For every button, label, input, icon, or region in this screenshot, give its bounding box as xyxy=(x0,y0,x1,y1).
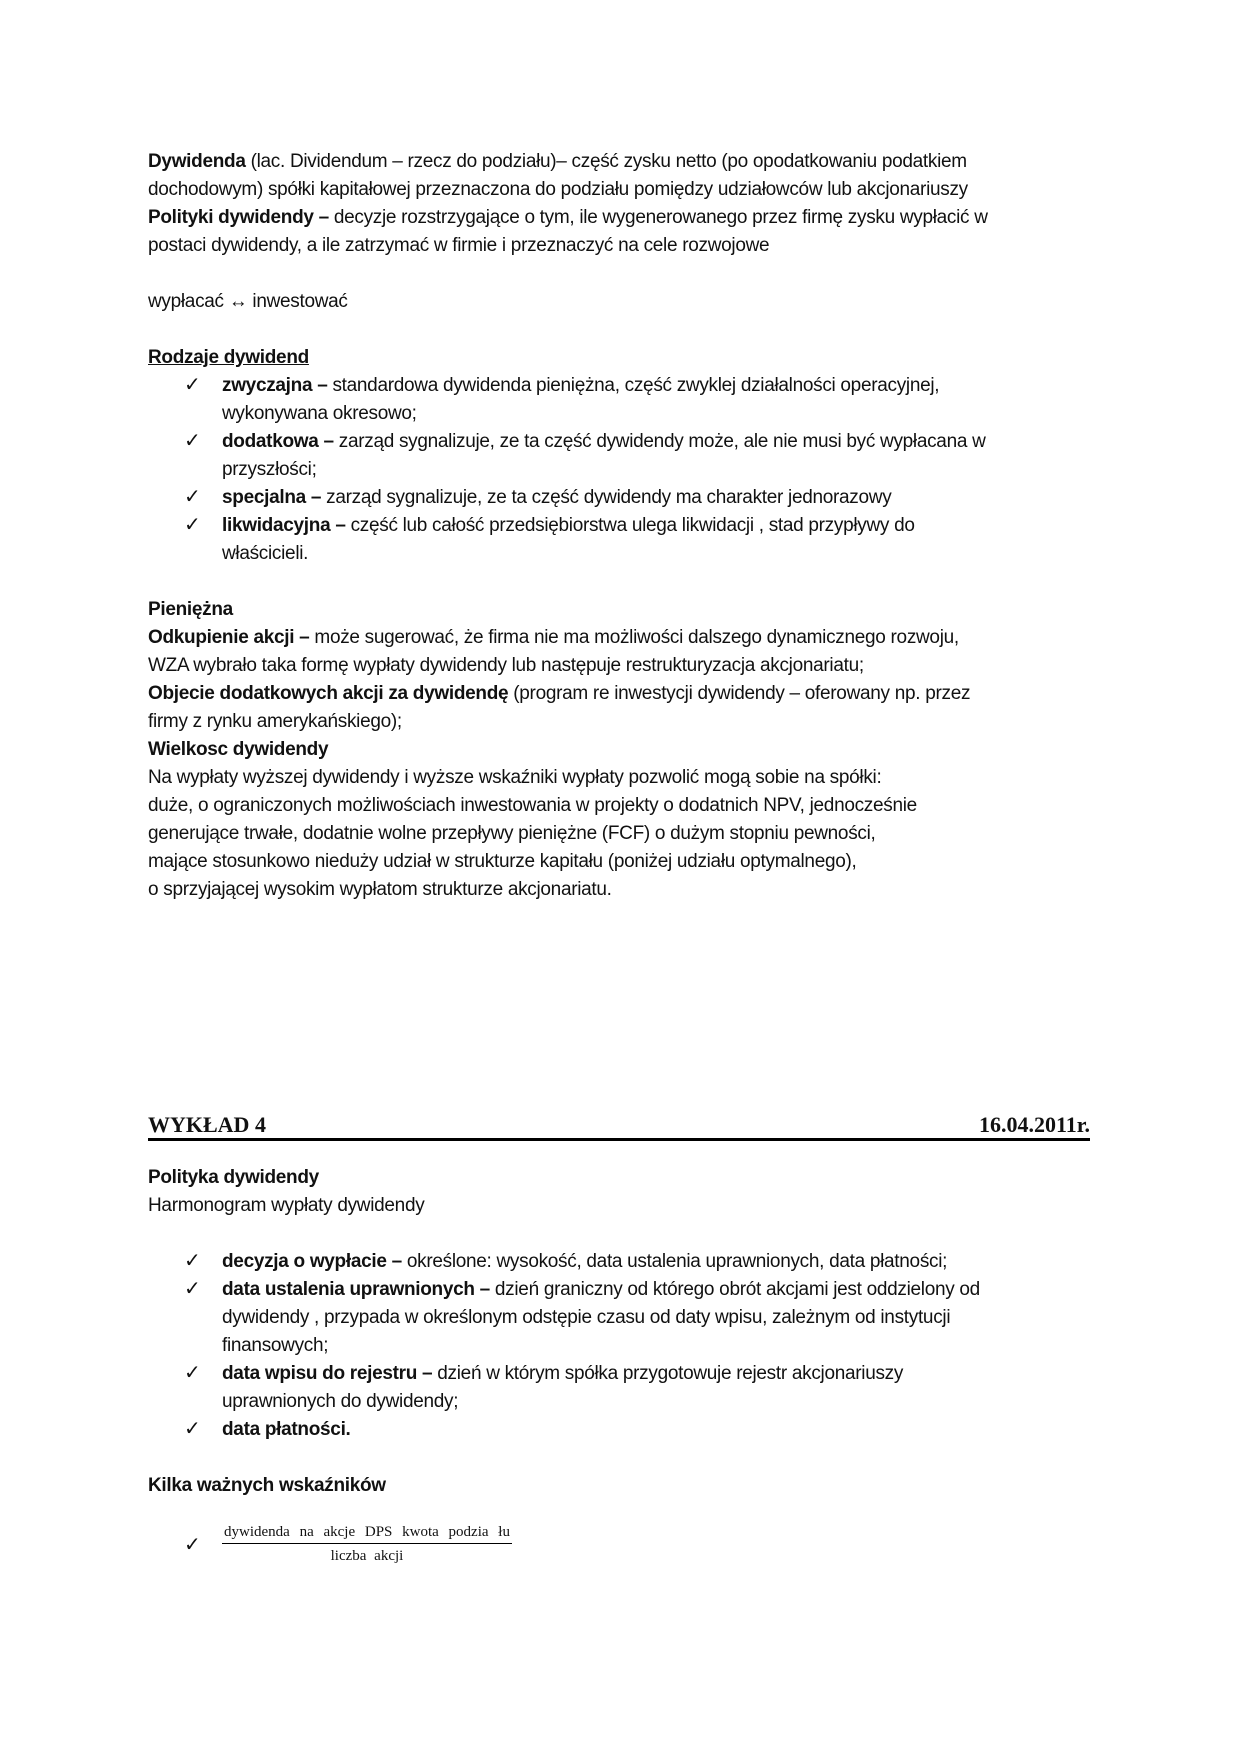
item-text: określone: wysokość, data ustalenia uprawnionych, data płatności; xyxy=(401,1251,948,1272)
cash-line-8: generujące trwałe, dodatnie wolne przepływy pieniężne (FCF) o dużym stopniu pewności, xyxy=(148,823,876,844)
check-icon: ✓ xyxy=(184,1532,201,1556)
intro-line-1 xyxy=(148,148,967,176)
item-term: data wpisu do rejestru – xyxy=(222,1363,433,1384)
item-term: decyzja o wypłacie – xyxy=(222,1251,402,1272)
list-item-cont: finansowych; xyxy=(222,1335,329,1356)
lecture-date: 16.04.2011r. xyxy=(978,1112,1090,1137)
formula-numerator: dywidenda na akcje DPS kwota podzia łu xyxy=(222,1524,512,1544)
lecture-header xyxy=(148,1108,1090,1141)
dps-formula xyxy=(222,1524,512,1565)
text: decyzje rozstrzygające o tym, ile wygenerowanego przez firmę zysku wypłacić w xyxy=(328,207,988,228)
item-term: likwidacyjna – xyxy=(222,515,346,536)
check-icon: ✓ xyxy=(184,1276,201,1300)
formula-denominator: liczba akcji xyxy=(330,1548,404,1564)
term-dywidenda: Dywidenda xyxy=(148,151,246,172)
policy-sub: Harmonogram wypłaty dywidendy xyxy=(148,1195,425,1216)
heading-text: Polityka dywidendy xyxy=(148,1167,319,1188)
cash-line-9: mające stosunkowo nieduży udział w strukturze kapitału (poniżej udziału optymalnego), xyxy=(148,851,857,872)
indicators-heading xyxy=(148,1472,386,1500)
list-item-cont: dywidendy , przypada w określonym odstępie czasu od daty wpisu, zależnym od instytucji xyxy=(222,1307,951,1328)
policy-heading xyxy=(148,1164,319,1192)
intro-line-3 xyxy=(148,204,988,232)
cash-line-3 xyxy=(148,680,970,708)
cash-line-1 xyxy=(148,624,959,652)
check-icon: ✓ xyxy=(184,1360,201,1384)
list-item xyxy=(222,1248,947,1276)
item-term: zwyczajna – xyxy=(222,375,328,396)
item-text: zarząd sygnalizuje, ze ta część dywidendy ma charakter jednorazowy xyxy=(321,487,892,508)
intro-line-5: wypłacać ↔ inwestować xyxy=(148,291,348,312)
term: Wielkosc dywidendy xyxy=(148,739,329,760)
cash-heading xyxy=(148,596,233,624)
item-text: dzień graniczny od którego obrót akcjami jest oddzielony od xyxy=(489,1279,980,1300)
types-heading xyxy=(148,344,309,372)
heading-text: Rodzaje dywidend xyxy=(148,347,309,368)
heading-text: Pieniężna xyxy=(148,599,233,620)
item-text: dzień w którym spółka przygotowuje rejestr akcjonariuszy xyxy=(432,1363,904,1384)
list-item-cont: uprawnionych do dywidendy; xyxy=(222,1391,459,1412)
item-text: standardowa dywidenda pieniężna, część zwyklej działalności operacyjnej, xyxy=(327,375,940,396)
list-item xyxy=(222,512,915,540)
cash-line-2: WZA wybrało taka formę wypłaty dywidendy lub następuje restrukturyzacja akcjonariatu; xyxy=(148,655,864,676)
list-item-cont: właścicieli. xyxy=(222,543,309,564)
list-item xyxy=(222,372,939,400)
term: Objecie dodatkowych akcji za dywidendę xyxy=(148,683,509,704)
lecture-title: WYKŁAD 4 xyxy=(148,1112,266,1137)
cash-line-5 xyxy=(148,736,328,764)
list-item xyxy=(222,484,891,512)
check-icon: ✓ xyxy=(184,372,201,396)
term-polityki: Polityki dywidendy – xyxy=(148,207,329,228)
cash-line-7: duże, o ograniczonych możliwościach inwestowania w projekty o dodatnich NPV, jednocześnie xyxy=(148,795,917,816)
cash-line-4: firmy z rynku amerykańskiego); xyxy=(148,711,402,732)
list-item-cont: przyszłości; xyxy=(222,459,317,480)
intro-line-4: postaci dywidendy, a ile zatrzymać w firmie i przeznaczyć na cele rozwojowe xyxy=(148,235,770,256)
text: (program re inwestycji dywidendy – oferowany np. przez xyxy=(508,683,971,704)
check-icon: ✓ xyxy=(184,1416,201,1440)
item-text: zarząd sygnalizuje, ze ta część dywidendy może, ale nie musi być wypłacana w xyxy=(333,431,986,452)
intro-line-2: dochodowym) spółki kapitałowej przeznaczona do podziału pomiędzy udziałowców lub akcjonariuszy xyxy=(148,179,968,200)
item-term: dodatkowa – xyxy=(222,431,334,452)
check-icon: ✓ xyxy=(184,428,201,452)
term: Odkupienie akcji – xyxy=(148,627,310,648)
text: może sugerować, że firma nie ma możliwości dalszego dynamicznego rozwoju, xyxy=(309,627,959,648)
text: (lac. Dividendum – rzecz do podziału)– część zysku netto (po opodatkowaniu podatkiem xyxy=(245,151,967,172)
list-item xyxy=(222,428,986,456)
cash-line-10: o sprzyjającej wysokim wypłatom strukturze akcjonariatu. xyxy=(148,879,612,900)
list-item xyxy=(222,1416,351,1444)
item-term: specjalna – xyxy=(222,487,322,508)
cash-line-6: Na wypłaty wyższej dywidendy i wyższe wskaźniki wypłaty pozwolić mogą sobie na spółki: xyxy=(148,767,882,788)
list-item xyxy=(222,1276,980,1304)
heading-text: Kilka ważnych wskaźników xyxy=(148,1475,386,1496)
list-item xyxy=(222,1360,903,1388)
check-icon: ✓ xyxy=(184,484,201,508)
check-icon: ✓ xyxy=(184,1248,201,1272)
check-icon: ✓ xyxy=(184,512,201,536)
item-term: data płatności. xyxy=(222,1419,351,1440)
item-text: część lub całość przedsiębiorstwa ulega likwidacji , stad przypływy do xyxy=(345,515,915,536)
list-item-cont: wykonywana okresowo; xyxy=(222,403,417,424)
item-term: data ustalenia uprawnionych – xyxy=(222,1279,490,1300)
